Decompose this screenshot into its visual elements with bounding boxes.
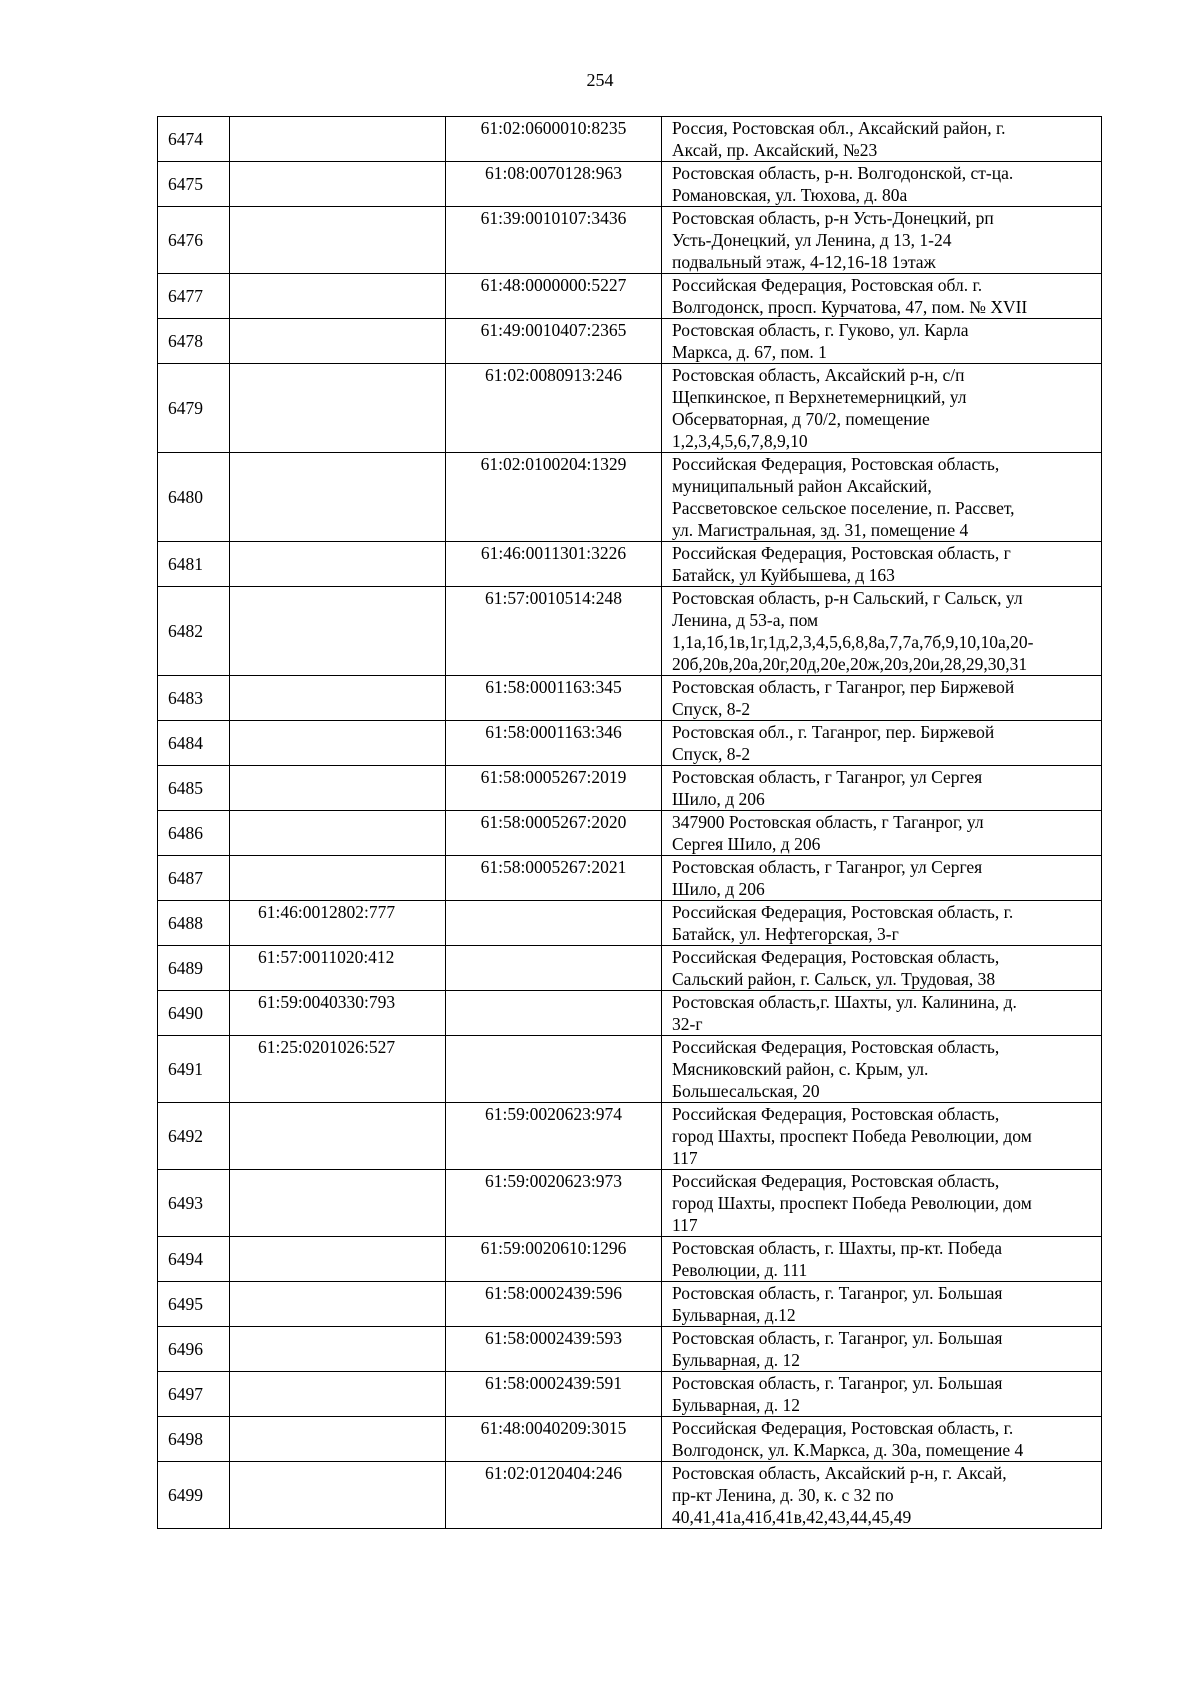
land-cadastral-number-cell (230, 453, 446, 542)
address-line: Бульварная, д. 12 (672, 1350, 800, 1370)
land-cadastral-number-cell (230, 587, 446, 676)
object-cadastral-number-cell: 61:02:0080913:246 (446, 364, 662, 453)
object-cadastral-number-cell: 61:58:0002439:596 (446, 1282, 662, 1327)
address-cell (662, 901, 1102, 946)
registry-table-body (158, 117, 1102, 1529)
address-line: Волгодонск, просп. Курчатова, 47, пом. № XVII (672, 297, 1028, 317)
address-line: 20б,20в,20а,20г,20д,20е,20ж,20з,20и,28,29,30,31 (672, 654, 1028, 674)
land-cadastral-number-cell (230, 1170, 446, 1237)
address-line: подвальный этаж, 4-12,16-18 1этаж (672, 252, 936, 272)
address-line: 117 (672, 1215, 698, 1235)
address-line: Батайск, ул Куйбышева, д 163 (672, 565, 895, 585)
address-line: Ростовская область, г Таганрог, ул Сергея (672, 857, 983, 877)
row-number-cell: 6475 (158, 162, 230, 207)
object-cadastral-number-cell (446, 1036, 662, 1103)
table-row (158, 856, 1102, 901)
object-cadastral-number-cell: 61:48:0040209:3015 (446, 1417, 662, 1462)
page-number: 254 (586, 70, 614, 90)
land-cadastral-number-cell (230, 319, 446, 364)
table-row (158, 207, 1102, 274)
row-number-cell: 6492 (158, 1103, 230, 1170)
row-number-cell: 6498 (158, 1417, 230, 1462)
address-cell (662, 856, 1102, 901)
table-row (158, 1170, 1102, 1237)
address-cell (662, 721, 1102, 766)
object-cadastral-number-cell: 61:02:0100204:1329 (446, 453, 662, 542)
address-cell (662, 1327, 1102, 1372)
address-cell (662, 766, 1102, 811)
row-number-cell: 6491 (158, 1036, 230, 1103)
table-row (158, 991, 1102, 1036)
row-number-cell: 6489 (158, 946, 230, 991)
address-line: Маркса, д. 67, пом. 1 (672, 342, 827, 362)
address-line: 1,2,3,4,5,6,7,8,9,10 (672, 431, 808, 451)
land-cadastral-number-cell (230, 207, 446, 274)
row-number-cell: 6487 (158, 856, 230, 901)
table-row (158, 1327, 1102, 1372)
address-cell (662, 319, 1102, 364)
address-line: Российская Федерация, Ростовская область, г. (672, 902, 1014, 922)
land-cadastral-number-cell (230, 856, 446, 901)
address-line: Ростовская область, р-н. Волгодонской, ст-ца. (672, 163, 1014, 183)
table-row (158, 1036, 1102, 1103)
address-line: Ростовская область, Аксайский р-н, с/п (672, 365, 965, 385)
row-number-cell: 6497 (158, 1372, 230, 1417)
land-cadastral-number-cell (230, 1327, 446, 1372)
address-line: Российская Федерация, Ростовская область, (672, 1171, 1000, 1191)
address-line: Ростовская область, г. Таганрог, ул. Большая (672, 1328, 1003, 1348)
row-number-cell: 6477 (158, 274, 230, 319)
row-number-cell: 6481 (158, 542, 230, 587)
address-line: Российская Федерация, Ростовская область, (672, 1104, 1000, 1124)
address-line: Российская Федерация, Ростовская область, г. (672, 1418, 1014, 1438)
row-number-cell: 6474 (158, 117, 230, 162)
address-cell (662, 1462, 1102, 1529)
address-cell (662, 1372, 1102, 1417)
row-number-cell: 6493 (158, 1170, 230, 1237)
address-line: Ленина, д 53-а, пом (672, 610, 819, 630)
address-line: пр-кт Ленина, д. 30, к. с 32 по (672, 1485, 894, 1505)
table-row (158, 1237, 1102, 1282)
land-cadastral-number-cell (230, 1462, 446, 1529)
table-row (158, 587, 1102, 676)
row-number-cell: 6478 (158, 319, 230, 364)
table-row (158, 1462, 1102, 1529)
object-cadastral-number-cell: 61:39:0010107:3436 (446, 207, 662, 274)
object-cadastral-number-cell: 61:46:0011301:3226 (446, 542, 662, 587)
land-cadastral-number-cell (230, 162, 446, 207)
table-row (158, 117, 1102, 162)
object-cadastral-number-cell: 61:59:0020623:973 (446, 1170, 662, 1237)
address-line: Бульварная, д. 12 (672, 1395, 800, 1415)
address-line: муниципальный район Аксайский, (672, 476, 932, 496)
land-cadastral-number-cell (230, 117, 446, 162)
object-cadastral-number-cell: 61:58:0005267:2021 (446, 856, 662, 901)
table-row (158, 274, 1102, 319)
object-cadastral-number-cell: 61:57:0010514:248 (446, 587, 662, 676)
address-cell (662, 1170, 1102, 1237)
object-cadastral-number-cell: 61:59:0020623:974 (446, 1103, 662, 1170)
object-cadastral-number-cell: 61:58:0002439:591 (446, 1372, 662, 1417)
address-cell (662, 117, 1102, 162)
address-line: Ростовская область,г. Шахты, ул. Калинина, д. (672, 992, 1017, 1012)
address-line: Российская Федерация, Ростовская область, (672, 1037, 1000, 1057)
address-line: Мясниковский район, с. Крым, ул. (672, 1059, 929, 1079)
address-line: 1,1а,1б,1в,1г,1д,2,3,4,5,6,8,8а,7,7а,7б,9,10,10а,20- (672, 632, 1034, 652)
row-number-cell: 6486 (158, 811, 230, 856)
table-row (158, 946, 1102, 991)
address-line: Ростовская область, г Таганрог, ул Сергея (672, 767, 983, 787)
address-line: Ростовская обл., г. Таганрог, пер. Биржевой (672, 722, 995, 742)
address-line: город Шахты, проспект Победа Революции, дом (672, 1126, 1032, 1146)
address-line: Ростовская область, Аксайский р-н, г. Аксай, (672, 1463, 1007, 1483)
address-line: Батайск, ул. Нефтегорская, 3-г (672, 924, 899, 944)
object-cadastral-number-cell: 61:02:0120404:246 (446, 1462, 662, 1529)
address-line: Рассветовское сельское поселение, п. Рассвет, (672, 498, 1015, 518)
address-line: Аксай, пр. Аксайский, №23 (672, 140, 878, 160)
address-line: Бульварная, д.12 (672, 1305, 796, 1325)
address-line: Ростовская область, г Таганрог, пер Биржевой (672, 677, 1015, 697)
address-line: Ростовская область, г. Таганрог, ул. Большая (672, 1283, 1003, 1303)
address-line: 117 (672, 1148, 698, 1168)
address-line: Спуск, 8-2 (672, 699, 751, 719)
address-line: Российская Федерация, Ростовская обл. г. (672, 275, 983, 295)
address-line: Россия, Ростовская обл., Аксайский район, г. (672, 118, 1006, 138)
table-row (158, 676, 1102, 721)
address-cell (662, 207, 1102, 274)
land-cadastral-number-cell (230, 1372, 446, 1417)
address-line: 347900 Ростовская область, г Таганрог, ул (672, 812, 984, 832)
row-number-cell: 6484 (158, 721, 230, 766)
land-cadastral-number-cell (230, 1282, 446, 1327)
address-line: Российская Федерация, Ростовская область, (672, 454, 1000, 474)
address-line: Спуск, 8-2 (672, 744, 751, 764)
address-cell (662, 1103, 1102, 1170)
table-row (158, 364, 1102, 453)
object-cadastral-number-cell: 61:48:0000000:5227 (446, 274, 662, 319)
address-line: Сергея Шило, д 206 (672, 834, 821, 854)
address-line: Усть-Донецкий, ул Ленина, д 13, 1-24 (672, 230, 952, 250)
row-number-cell: 6485 (158, 766, 230, 811)
object-cadastral-number-cell: 61:58:0005267:2019 (446, 766, 662, 811)
object-cadastral-number-cell (446, 991, 662, 1036)
row-number-cell: 6499 (158, 1462, 230, 1529)
object-cadastral-number-cell: 61:58:0001163:345 (446, 676, 662, 721)
table-row (158, 901, 1102, 946)
address-line: Романовская, ул. Тюхова, д. 80а (672, 185, 908, 205)
row-number-cell: 6483 (158, 676, 230, 721)
land-cadastral-number-cell: 61:46:0012802:777 (230, 901, 446, 946)
object-cadastral-number-cell: 61:08:0070128:963 (446, 162, 662, 207)
address-line: Щепкинское, п Верхнетемерницкий, ул (672, 387, 967, 407)
table-row (158, 1372, 1102, 1417)
address-line: Революции, д. 111 (672, 1260, 808, 1280)
address-cell (662, 587, 1102, 676)
object-cadastral-number-cell: 61:59:0020610:1296 (446, 1237, 662, 1282)
address-line: 40,41,41а,41б,41в,42,43,44,45,49 (672, 1507, 912, 1527)
table-row (158, 162, 1102, 207)
table-row (158, 1103, 1102, 1170)
address-cell (662, 1237, 1102, 1282)
address-line: Ростовская область, г. Таганрог, ул. Большая (672, 1373, 1003, 1393)
table-row (158, 721, 1102, 766)
land-cadastral-number-cell (230, 721, 446, 766)
row-number-cell: 6479 (158, 364, 230, 453)
address-cell (662, 1417, 1102, 1462)
address-cell (662, 676, 1102, 721)
address-line: Ростовская область, р-н Сальский, г Сальск, ул (672, 588, 1023, 608)
row-number-cell: 6495 (158, 1282, 230, 1327)
land-cadastral-number-cell (230, 1103, 446, 1170)
object-cadastral-number-cell (446, 901, 662, 946)
address-cell (662, 453, 1102, 542)
land-cadastral-number-cell (230, 766, 446, 811)
land-cadastral-number-cell (230, 1417, 446, 1462)
land-cadastral-number-cell (230, 676, 446, 721)
address-line: город Шахты, проспект Победа Революции, дом (672, 1193, 1032, 1213)
address-line: Ростовская область, г. Шахты, пр-кт. Победа (672, 1238, 1003, 1258)
address-line: Обсерваторная, д 70/2, помещение (672, 409, 930, 429)
object-cadastral-number-cell: 61:58:0001163:346 (446, 721, 662, 766)
row-number-cell: 6490 (158, 991, 230, 1036)
object-cadastral-number-cell: 61:58:0002439:593 (446, 1327, 662, 1372)
row-number-cell: 6480 (158, 453, 230, 542)
land-cadastral-number-cell (230, 542, 446, 587)
land-cadastral-number-cell (230, 274, 446, 319)
object-cadastral-number-cell: 61:49:0010407:2365 (446, 319, 662, 364)
land-cadastral-number-cell: 61:25:0201026:527 (230, 1036, 446, 1103)
address-line: ул. Магистральная, зд. 31, помещение 4 (672, 520, 969, 540)
address-line: Сальский район, г. Сальск, ул. Трудовая, 38 (672, 969, 996, 989)
table-row (158, 811, 1102, 856)
address-cell (662, 364, 1102, 453)
address-cell (662, 1036, 1102, 1103)
row-number-cell: 6476 (158, 207, 230, 274)
land-cadastral-number-cell (230, 1237, 446, 1282)
land-cadastral-number-cell: 61:57:0011020:412 (230, 946, 446, 991)
table-row (158, 319, 1102, 364)
row-number-cell: 6496 (158, 1327, 230, 1372)
address-line: Шило, д 206 (672, 879, 765, 899)
address-line: Волгодонск, ул. К.Маркса, д. 30а, помещение 4 (672, 1440, 1024, 1460)
table-row (158, 1282, 1102, 1327)
address-line: Российская Федерация, Ростовская область, г (672, 543, 1011, 563)
address-cell (662, 162, 1102, 207)
table-row (158, 453, 1102, 542)
address-line: Ростовская область, р-н Усть-Донецкий, рп (672, 208, 994, 228)
address-cell (662, 811, 1102, 856)
object-cadastral-number-cell: 61:02:0600010:8235 (446, 117, 662, 162)
address-cell (662, 991, 1102, 1036)
row-number-cell: 6482 (158, 587, 230, 676)
address-cell (662, 946, 1102, 991)
address-line: Большесальская, 20 (672, 1081, 820, 1101)
address-line: Ростовская область, г. Гуково, ул. Карла (672, 320, 969, 340)
address-cell (662, 1282, 1102, 1327)
object-cadastral-number-cell (446, 946, 662, 991)
address-line: Шило, д 206 (672, 789, 765, 809)
address-line: Российская Федерация, Ростовская область, (672, 947, 1000, 967)
land-cadastral-number-cell (230, 811, 446, 856)
row-number-cell: 6494 (158, 1237, 230, 1282)
table-row (158, 766, 1102, 811)
land-cadastral-number-cell: 61:59:0040330:793 (230, 991, 446, 1036)
address-line: 32-г (672, 1014, 703, 1034)
land-cadastral-number-cell (230, 364, 446, 453)
table-row (158, 542, 1102, 587)
table-row (158, 1417, 1102, 1462)
address-cell (662, 542, 1102, 587)
registry-table (157, 116, 1102, 1529)
object-cadastral-number-cell: 61:58:0005267:2020 (446, 811, 662, 856)
address-cell (662, 274, 1102, 319)
row-number-cell: 6488 (158, 901, 230, 946)
